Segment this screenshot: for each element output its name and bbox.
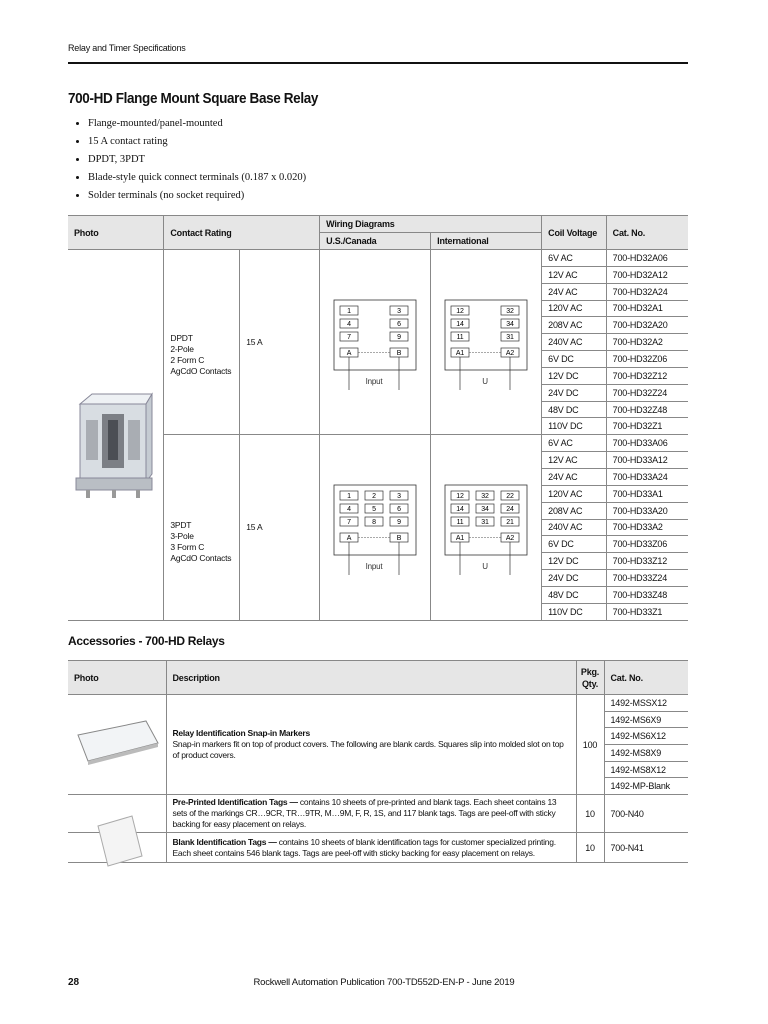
coil-voltage: 24V DC [542,384,607,401]
acc-cat-no: 1492-MP-Blank [604,778,688,795]
coil-voltage: 12V DC [542,367,607,384]
coil-terminal-label: A1 [456,535,465,543]
coil-voltage: 24V AC [542,283,607,300]
acc-cat-no: 700-N41 [604,833,688,863]
cat-no: 700-HD32A1 [606,300,688,317]
acc-cat-no: 1492-MS8X12 [604,761,688,778]
acc-cat-no: 1492-MS8X9 [604,745,688,762]
wiring-diagram-us [320,250,431,435]
terminal-label: 22 [506,493,514,501]
terminal-label: 14 [456,321,464,329]
contact-desc-line: AgCdO Contacts [170,553,232,564]
coil-voltage: 6V AC [542,250,607,267]
contact-desc-line: AgCdO Contacts [170,366,232,377]
relay-table [68,215,688,621]
terminal-label: 11 [456,334,464,342]
cat-no: 700-HD33A20 [606,502,688,519]
cat-no: 700-HD32A12 [606,266,688,283]
feature-item: • 15 A contact rating [88,133,306,151]
contact-rating: 15 A [240,435,320,620]
terminal-label: 3 [397,308,402,316]
identification-tags-photo [92,812,148,868]
cat-no: 700-HD33Z48 [606,586,688,603]
page-title: 700-HD Flange Mount Square Base Relay [68,90,319,107]
cat-no: 700-HD32A24 [606,283,688,300]
terminal-label: 21 [506,519,514,527]
terminal-label: 34 [481,506,489,514]
coil-terminal-label: A2 [506,350,515,358]
terminal-label: 24 [506,506,514,514]
contact-desc-line: 3PDT [170,520,192,531]
col-us-canada: U.S./Canada [320,233,431,250]
cat-no: 700-HD32A06 [606,250,688,267]
coil-voltage: 6V AC [542,435,607,452]
terminal-label: 4 [347,506,352,514]
coil-voltage: 240V AC [542,334,607,351]
cat-no: 700-HD33A12 [606,452,688,469]
col-coil-voltage: Coil Voltage [542,216,607,250]
terminal-label: 5 [372,506,377,514]
feature-item: • DPDT, 3PDT [88,151,306,169]
coil-voltage: 6V DC [542,351,607,368]
cat-no: 700-HD32Z12 [606,367,688,384]
col-acc-photo: Photo [68,661,166,695]
cat-no: 700-HD33Z06 [606,536,688,553]
terminal-label: 1 [347,308,352,316]
cat-no: 700-HD32Z1 [606,418,688,435]
coil-voltage: 240V AC [542,519,607,536]
col-acc-description: Description [166,661,576,695]
terminal-label: 31 [506,334,514,342]
col-photo: Photo [68,216,164,250]
cat-no: 700-HD32Z24 [606,384,688,401]
coil-voltage: 110V DC [542,603,607,620]
terminal-label: 9 [397,519,402,527]
feature-item: • Solder terminals (no socket required) [88,187,306,205]
terminal-label: 14 [456,506,464,514]
cat-no: 700-HD33A24 [606,468,688,485]
cat-no: 700-HD33A2 [606,519,688,536]
wiring-diagram-intl [431,435,542,620]
acc-description [166,795,576,833]
coil-voltage: 24V DC [542,570,607,587]
publication-footer: Rockwell Automation Publication 700-TD552D-EN-P - June 2019 [253,977,515,988]
coil-voltage: 48V DC [542,586,607,603]
coil-voltage: 48V DC [542,401,607,418]
contact-desc-line: 3-Pole [170,531,194,542]
acc-cat-no: 1492-MSSX12 [604,695,688,712]
cat-no: 700-HD33A06 [606,435,688,452]
snap-in-markers-photo [74,715,160,767]
contact-desc-line: DPDT [170,333,193,344]
coil-voltage: 24V AC [542,468,607,485]
diagram-caption: Input [365,562,383,572]
feature-item: • Blade-style quick connect terminals (0.187 x 0.020) [88,169,306,187]
table-row [68,250,688,267]
contact-rating: 15 A [240,250,320,435]
contact-description [164,435,240,620]
acc-desc-text: contains 10 sheets of pre-printed and blank tags. Each sheet contains 13 sets of the markings CR…9CR, TR…9TR, M…9M, F, R, 1S, and 117 blank tags. Tags are peel-off with sticky backing for easy placement on relays. [172,797,557,830]
terminal-label: 3 [397,493,402,501]
coil-voltage: 12V AC [542,452,607,469]
col-contact-rating: Contact Rating [164,216,320,250]
feature-list [68,115,306,205]
coil-terminal-label: A2 [506,535,515,543]
terminal-label: 7 [347,519,352,527]
wiring-diagram-intl [431,250,542,435]
cat-no: 700-HD33A1 [606,485,688,502]
terminal-label: 12 [456,493,464,501]
col-acc-cat-no: Cat. No. [604,661,688,695]
table-row [68,833,688,863]
coil-terminal-label: B [396,535,402,543]
terminal-label: 32 [481,493,489,501]
table-row [68,795,688,833]
coil-terminal-label: B [396,350,402,358]
diagram-caption: U [482,562,488,572]
contact-desc-line: 2-Pole [170,344,194,355]
acc-cat-no: 1492-MS6X12 [604,728,688,745]
col-wiring: Wiring Diagrams [320,216,542,233]
terminal-label: 11 [456,519,464,527]
coil-voltage: 208V AC [542,502,607,519]
terminal-label: 34 [506,321,514,329]
acc-pkg-qty: 100 [576,695,604,795]
acc-description [166,833,576,863]
diagram-caption: U [482,377,488,387]
terminal-label: 9 [397,334,402,342]
relay-photo [72,390,158,498]
terminal-label: 7 [347,334,352,342]
acc-desc-title: Relay Identification Snap-in Markers [172,728,310,739]
terminal-label: 6 [397,321,402,329]
table-row [68,695,688,712]
terminal-label: 6 [397,506,402,514]
acc-cat-no: 1492-MS6X9 [604,711,688,728]
header-rule [68,62,688,64]
section-header: Relay and Timer Specifications [68,43,186,53]
coil-voltage: 12V AC [542,266,607,283]
col-international: International [431,233,542,250]
acc-description [166,695,576,795]
diagram-caption: Input [365,377,383,387]
acc-desc-text: Snap-in markers fit on top of product covers. The following are blank cards. Squares slip into molded slot on top of product covers. [172,739,564,761]
cat-no: 700-HD33Z12 [606,553,688,570]
coil-voltage: 110V DC [542,418,607,435]
acc-pkg-qty: 10 [576,833,604,863]
wiring-diagram-us [320,435,431,620]
terminal-label: 32 [506,308,514,316]
cat-no: 700-HD33Z1 [606,603,688,620]
accessories-table [68,660,688,863]
contact-desc-line: 3 Form C [170,542,205,553]
contact-description [164,250,240,435]
acc-desc-title: Blank Identification Tags — [172,836,277,847]
coil-voltage: 120V AC [542,485,607,502]
contact-desc-line: 2 Form C [170,355,205,366]
acc-cat-no: 700-N40 [604,795,688,833]
accessories-title: Accessories - 700-HD Relays [68,634,225,648]
coil-terminal-label: A [346,350,352,358]
acc-pkg-qty: 10 [576,795,604,833]
coil-terminal-label: A1 [456,350,465,358]
acc-desc-text: contains 10 sheets of blank identification tags for customer specialized printing. Each sheet contains 546 blank tags. Tags are peel-off with sticky backing for easy placement on relays. [172,836,556,858]
terminal-label: 4 [347,321,352,329]
cat-no: 700-HD32Z06 [606,351,688,368]
cat-no: 700-HD32Z48 [606,401,688,418]
page-number: 28 [68,977,80,988]
acc-desc-title: Pre-Printed Identification Tags — [172,797,298,808]
feature-item: • Flange-mounted/panel-mounted [88,115,306,133]
terminal-label: 8 [372,519,377,527]
terminal-label: 12 [456,308,464,316]
terminal-label: 31 [481,519,489,527]
terminal-label: 2 [372,493,377,501]
col-acc-pkg-qty: Pkg. Qty. [576,661,604,695]
coil-voltage: 6V DC [542,536,607,553]
coil-voltage: 12V DC [542,553,607,570]
terminal-label: 1 [347,493,352,501]
coil-terminal-label: A [346,535,352,543]
cat-no: 700-HD32A20 [606,317,688,334]
coil-voltage: 120V AC [542,300,607,317]
cat-no: 700-HD33Z24 [606,570,688,587]
cat-no: 700-HD32A2 [606,334,688,351]
coil-voltage: 208V AC [542,317,607,334]
col-cat-no: Cat. No. [606,216,688,250]
